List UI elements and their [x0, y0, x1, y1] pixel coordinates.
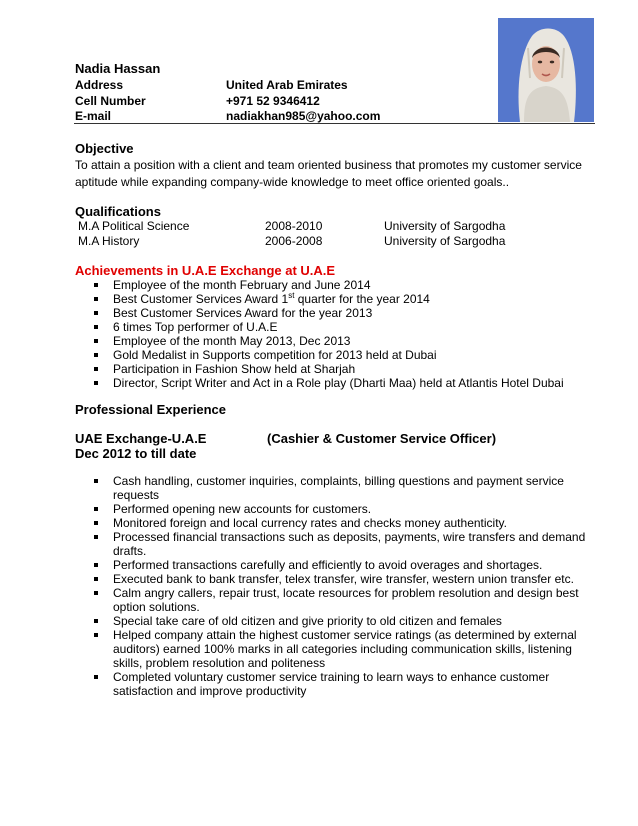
list-item	[75, 348, 595, 362]
bullet-icon	[94, 479, 98, 483]
list-item	[75, 502, 595, 516]
list-item	[75, 586, 595, 614]
bullet-icon	[94, 339, 98, 343]
bullet-icon	[94, 297, 98, 301]
bullet-icon	[94, 367, 98, 371]
email-label: E-mail	[75, 109, 112, 123]
list-item	[75, 292, 595, 306]
achievements-list	[75, 278, 595, 306]
candidate-name: Nadia Hassan	[75, 61, 161, 76]
achievement-text: Employee of the month February and June 2014	[113, 278, 371, 292]
duty-text: Cash handling, customer inquiries, complaints, billing questions and payment service requests	[113, 474, 564, 502]
list-item	[75, 306, 595, 320]
duty-text: Helped company attain the highest customer service ratings (as determined by external auditors) earned 100% marks in all categories including communication skills, listening skills, problem resolution and politeness	[113, 628, 577, 670]
achievement-text-part: Best Customer Services Award 1	[113, 292, 289, 306]
list-item	[75, 362, 595, 376]
company-name: UAE Exchange-U.A.E	[75, 431, 207, 446]
qualification-years: 2008-2010	[265, 219, 323, 233]
bullet-icon	[94, 381, 98, 385]
bullet-icon	[94, 283, 98, 287]
bullet-icon	[94, 311, 98, 315]
duty-text: Completed voluntary customer service training to learn ways to enhance customer satisfaction and improve productivity	[113, 670, 550, 698]
bullet-icon	[94, 535, 98, 539]
qualification-years: 2006-2008	[265, 234, 323, 248]
list-item	[75, 670, 595, 698]
objective-heading: Objective	[75, 141, 134, 156]
cell-number-value: +971 52 9346412	[226, 94, 320, 108]
portrait-illustration	[498, 18, 594, 122]
achievement-text: Gold Medalist in Supports competition for 2013 held at Dubai	[113, 348, 437, 362]
bullet-icon	[94, 521, 98, 525]
bullet-icon	[94, 675, 98, 679]
list-item	[75, 628, 595, 670]
header-divider	[74, 123, 595, 124]
duty-text: Calm angry callers, repair trust, locate resources for problem resolution and design best option solutions.	[113, 586, 579, 614]
achievement-text: Employee of the month May 2013, Dec 2013	[113, 334, 351, 348]
address-value: United Arab Emirates	[226, 78, 348, 92]
email-value: nadiakhan985@yahoo.com	[226, 109, 381, 123]
ordinal-suffix: st	[288, 291, 295, 300]
bullet-icon	[94, 577, 98, 581]
bullet-icon	[94, 619, 98, 623]
achievement-text: Director, Script Writer and Act in a Role play (Dharti Maa) held at Atlantis Hotel Dubai	[113, 376, 564, 390]
bullet-icon	[94, 353, 98, 357]
profile-photo	[498, 18, 594, 122]
list-item	[75, 334, 595, 348]
duties-list	[75, 474, 595, 698]
bullet-icon	[94, 591, 98, 595]
bullet-icon	[94, 633, 98, 637]
bullet-icon	[94, 507, 98, 511]
list-item	[75, 320, 595, 334]
achievement-text: Participation in Fashion Show held at Sharjah	[113, 362, 356, 376]
duty-text: Performed opening new accounts for customers.	[113, 502, 372, 516]
duty-text: Special take care of old citizen and give priority to old citizen and females	[113, 614, 502, 628]
qualification-institution: University of Sargodha	[384, 234, 506, 248]
list-item	[75, 376, 595, 390]
duty-text: Executed bank to bank transfer, telex transfer, wire transfer, western union transfer etc.	[113, 572, 574, 586]
employment-period: Dec 2012 to till date	[75, 446, 197, 461]
experience-heading: Professional Experience	[75, 402, 227, 417]
list-item	[75, 530, 595, 558]
qualification-degree: M.A Political Science	[78, 219, 190, 233]
duty-text: Performed transactions carefully and efficiently to avoid overages and shortages.	[113, 558, 543, 572]
qualification-institution: University of Sargodha	[384, 219, 506, 233]
achievements-heading: Achievements in U.A.E Exchange at U.A.E	[75, 263, 336, 278]
list-item	[75, 572, 595, 586]
cell-number-label: Cell Number	[75, 94, 146, 108]
qualification-degree: M.A History	[78, 234, 140, 248]
bullet-icon	[94, 563, 98, 567]
address-label: Address	[75, 78, 124, 92]
achievement-text-part: quarter for the year 2014	[294, 292, 430, 306]
list-item	[75, 614, 595, 628]
achievement-text: 6 times Top performer of U.A.E	[113, 320, 278, 334]
list-item	[75, 558, 595, 572]
achievements-list-rest	[75, 306, 595, 390]
list-item	[75, 474, 595, 502]
duty-text: Processed financial transactions such as deposits, payments, wire transfers and demand drafts.	[113, 530, 586, 558]
qualifications-heading: Qualifications	[75, 204, 161, 219]
bullet-icon	[94, 325, 98, 329]
duty-text: Monitored foreign and local currency rates and checks money authenticity.	[113, 516, 507, 530]
list-item	[75, 516, 595, 530]
objective-text: To attain a position with a client and team oriented business that promotes my customer service aptitude while expanding company-wide knowledge to meet office oriented goals..	[75, 158, 582, 189]
list-item	[75, 278, 595, 292]
job-title: (Cashier & Customer Service Officer)	[267, 431, 497, 446]
achievement-text: Best Customer Services Award for the year 2013	[113, 306, 373, 320]
